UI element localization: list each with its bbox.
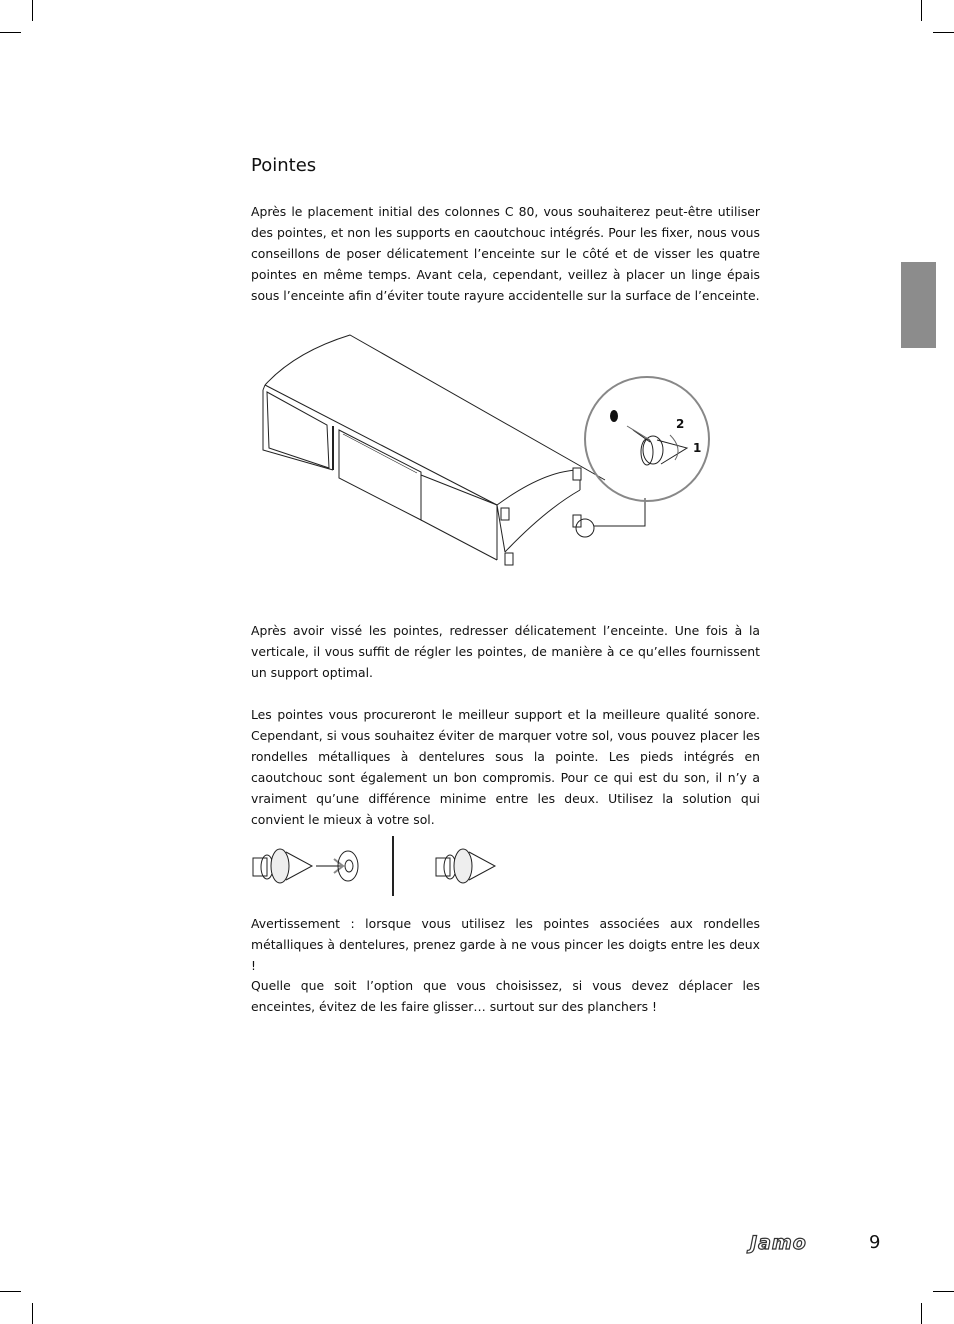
section-tab-marker bbox=[901, 262, 936, 348]
crop-mark bbox=[933, 32, 954, 33]
paragraph-options: Les pointes vous procureront le meilleur support et la meilleure qualité sonore. Cependant, si vous souhaitez éviter de marquer votre sol, vous pouvez placer les rondelles métalliques à dentelures sous la pointe. Les pieds intégrés en caoutchouc sont également un bon compromis. Pour ce qui est du son, il n’y a vraiment qu’une différence minime entre les deux. Utilisez la solution qui convient le mieux à votre sol. bbox=[251, 707, 760, 827]
paragraph-warning: Avertissement : lorsque vous utilisez les pointes associées aux rondelles métalliques à dentelures, prenez garde à ne vous pincer les doigts entre les deux ! bbox=[251, 916, 760, 973]
speaker-spike-illustration bbox=[255, 330, 715, 575]
crop-mark bbox=[921, 0, 922, 21]
paragraph-adjust: Après avoir vissé les pointes, redresser délicatement l’enceinte. Une fois à la verticale, il vous suffit de régler les pointes, de manière à ce qu’elles fournissent un support optimal. bbox=[251, 623, 760, 680]
crop-mark bbox=[32, 1303, 33, 1324]
paragraph-intro: Après le placement initial des colonnes C 80, vous souhaiterez peut-être utiliser des pointes, et non les supports en caoutchouc intégrés. Pour les fixer, nous vous conseillons de poser délicatement l’enceinte sur le côté et de visser les quatre pointes en même temps. Avant cela, cependant, veillez à placer un linge épais sous l’enceinte afin d’éviter toute rayure accidentelle sur la surface de l’enceinte. bbox=[251, 204, 760, 303]
crop-mark bbox=[933, 1291, 954, 1292]
crop-mark bbox=[32, 0, 33, 21]
page-number: 9 bbox=[869, 1232, 881, 1253]
crop-mark bbox=[0, 32, 21, 33]
jamo-logo: Jamo bbox=[750, 1232, 807, 1254]
step-label-2: 2 bbox=[676, 417, 685, 431]
crop-mark bbox=[0, 1291, 21, 1292]
spike-washer-diagram bbox=[250, 836, 510, 898]
paragraph-moving: Quelle que soit l’option que vous choisissez, si vous devez déplacer les enceintes, évitez de les faire glisser… surtout sur des planchers ! bbox=[251, 978, 760, 1014]
crop-mark bbox=[921, 1303, 922, 1324]
step-label-1: 1 bbox=[693, 441, 702, 455]
section-title: Pointes bbox=[251, 155, 317, 176]
